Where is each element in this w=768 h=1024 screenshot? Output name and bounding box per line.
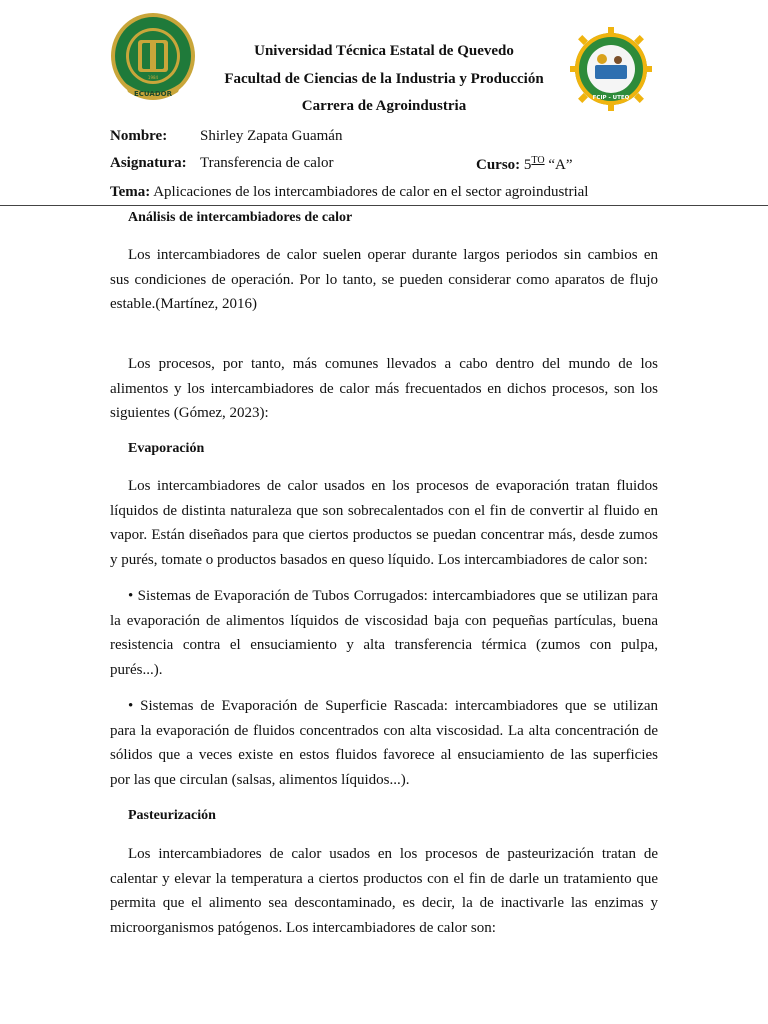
faculty-title: Facultad de Ciencias de la Industria y Producción <box>224 71 544 87</box>
paragraph-line: Los intercambiadores de calor usados en los procesos de evaporación tratan fluidos <box>128 478 658 494</box>
university-title: Universidad Técnica Estatal de Quevedo <box>254 43 514 59</box>
curso-field <box>476 155 572 174</box>
tema-label: Tema: <box>110 184 151 200</box>
paragraph-line: Los intercambiadores de calor suelen operar durante largos periodos sin cambios en <box>128 247 658 263</box>
paragraph-line: microorganismos patógenos. Los intercambiadores de calor son: <box>110 919 496 936</box>
heading-evaporacion: Evaporación <box>128 441 205 456</box>
paragraph-line: por las que circulan (salsas, alimentos líquidos...). <box>110 771 410 788</box>
paragraph-line: resistencia contra el ensuciamiento y alta transferencia térmica (zumos con pulpa, <box>110 637 658 653</box>
paragraph-line: • Sistemas de Evaporación de Tubos Corrugados: intercambiadores que se utilizan para <box>128 588 658 604</box>
tema-field <box>110 184 588 201</box>
paragraph-line: y purés, tomate o productos basados en queso líquido. Los intercambiadores de calor son: <box>110 551 648 568</box>
paragraph-line: sus condiciones de operación. Por lo tanto, se pueden considerar como aparatos de flujo <box>110 271 658 288</box>
paragraph-tubos-corrugados <box>110 584 658 682</box>
heading-pasteurizacion: Pasteurización <box>128 808 216 823</box>
paragraph-intro <box>110 243 658 317</box>
asignatura-label: Asignatura: <box>110 155 187 171</box>
paragraph-line: para la evaporación de fluidos concentrados con alta viscosidad. La alta concentración de <box>110 722 658 739</box>
nombre-value: Shirley Zapata Guamán <box>200 128 343 144</box>
paragraph-line: permita que el alimento sea descontaminado, es decir, la de inactivarle las enzimas y <box>110 895 658 911</box>
curso-number: 5 <box>523 157 532 173</box>
paragraph-line: Los intercambiadores de calor usados en los procesos de pasteurización tratan de <box>128 846 658 862</box>
seal-bottom-text: ECUADOR <box>134 90 172 98</box>
paragraph-line: vapor. Están diseñados para que ciertos productos se puedan concentrar más, desde zumos <box>110 527 658 543</box>
heading-analisis: Análisis de intercambiadores de calor <box>128 210 353 225</box>
paragraph-pasteurizacion <box>110 842 658 940</box>
career-title: Carrera de Agroindustria <box>301 98 467 114</box>
paragraph-procesos <box>110 352 658 426</box>
curso-group: “A” <box>544 157 573 173</box>
curso-superscript: TO <box>531 155 545 166</box>
paragraph-line: Los procesos, por tanto, más comunes llevados a cabo dentro del mundo de los <box>128 356 658 372</box>
paragraph-evaporacion <box>110 474 658 572</box>
paragraph-line: calentar y elevar la temperatura a ciertos productos con el fin de darle un tratamiento que <box>110 870 658 887</box>
paragraph-superficie-rascada <box>110 694 658 792</box>
paragraph-line: purés...). <box>110 661 163 678</box>
asignatura-value: Transferencia de calor <box>200 155 334 171</box>
paragraph-line: estable.(Martínez, 2016) <box>110 296 258 312</box>
paragraph-line: la evaporación de alimentos líquidos de viscosidad baja con pequeñas partículas, buena <box>110 612 658 629</box>
paragraph-line: líquidos de distinta naturaleza que son sobrecalentados con el fin de convertir al fluido en <box>110 502 658 519</box>
nombre-label: Nombre: <box>110 128 168 144</box>
paragraph-line: sólidos que a veces existe en estos fluidos favorece al ensuciamiento de las superficies <box>110 747 658 763</box>
seal-year-text: 1984 <box>147 75 159 80</box>
paragraph-line: • Sistemas de Evaporación de Superficie Rascada: intercambiadores que se utilizan <box>128 698 658 714</box>
badge-bottom-text: FCIP - UTEQ <box>592 95 630 101</box>
header-divider <box>0 205 768 206</box>
paragraph-line: siguientes (Gómez, 2023): <box>110 405 269 421</box>
tema-value: Aplicaciones de los intercambiadores de calor en el sector agroindustrial <box>150 184 589 200</box>
curso-label: Curso: <box>476 157 521 173</box>
paragraph-line: alimentos y los intercambiadores de calor más frecuentados en dichos procesos, son los <box>110 380 658 397</box>
